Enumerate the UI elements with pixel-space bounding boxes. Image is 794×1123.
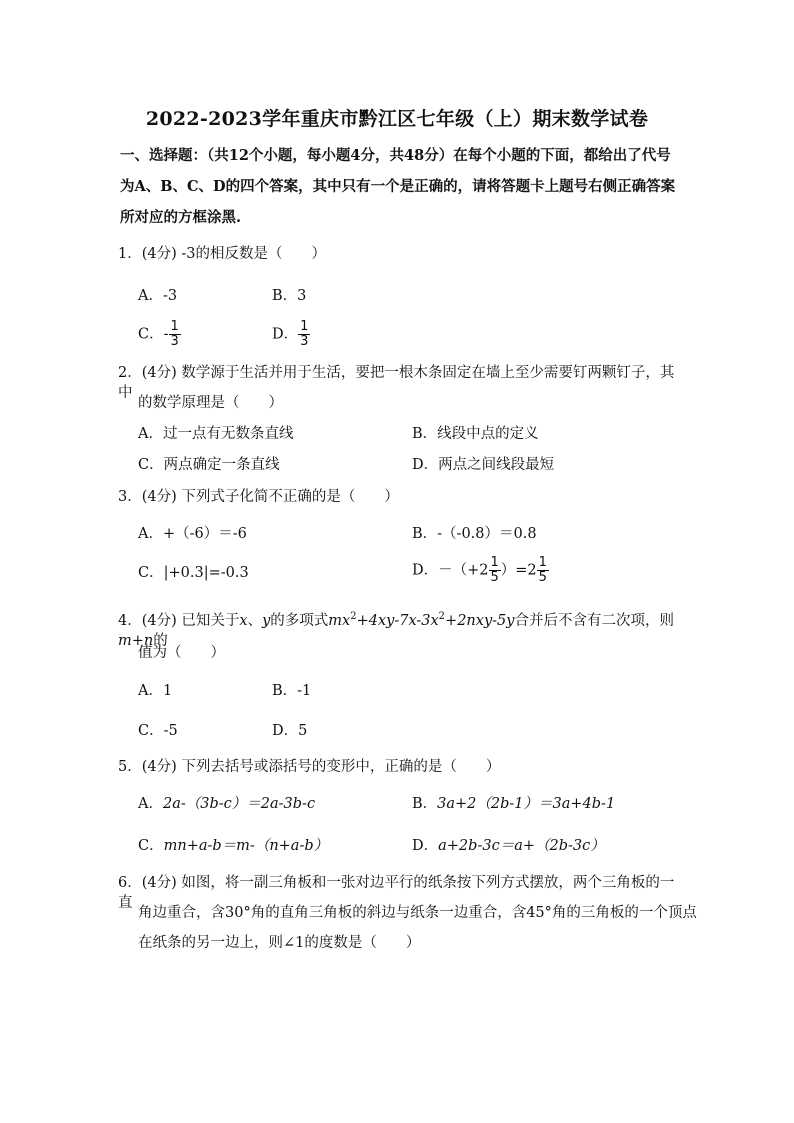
q4-stem-part4: 的 <box>153 632 168 649</box>
q4-separator: 、 <box>247 612 263 629</box>
q1-option-b: B．3 <box>272 288 307 304</box>
q4-var-y: y <box>262 612 271 629</box>
q5-option-d-expression: a+2b-3c＝a+（2b-3c） <box>438 838 605 854</box>
q4-poly-term2: +4xy-7x-3x <box>356 612 439 629</box>
fraction-numerator: 1 <box>300 319 309 334</box>
q4-exponent-1: 2 <box>350 611 357 622</box>
q1-option-c <box>138 320 181 349</box>
q4-poly-term1: mx <box>328 612 351 629</box>
q2-option-d: D．两点之间线段最短 <box>412 457 555 473</box>
q5-option-d <box>412 836 605 856</box>
q4-exponent-2: 2 <box>438 611 446 622</box>
fraction-denominator: 5 <box>490 570 499 585</box>
q3-option-d-fraction-1 <box>489 556 501 585</box>
question-6-stem-line2: 角边重合，含30°角的直角三角板的斜边与纸条一边重合，含45°角的三角板的一个顶点 <box>138 905 697 921</box>
question-2-stem-line2: 的数学原理是（ ） <box>138 395 283 411</box>
q3-option-d-fraction-2 <box>537 556 549 585</box>
q3-option-c: C．|+0.3|=-0.3 <box>138 565 249 581</box>
q5-option-a-expression: 2a-（3b-c）＝2a-3b-c <box>162 796 316 812</box>
q1-option-a: A．-3 <box>138 288 178 304</box>
q5-option-d-prefix: D． <box>412 838 439 854</box>
q4-option-c: C．-5 <box>138 723 178 739</box>
q5-option-b-expression: 3a+2（2b-1）＝3a+4b-1 <box>437 796 616 812</box>
q4-poly-term3: +2nxy-5y <box>445 612 515 629</box>
question-5-stem: 5．(4分) 下列去括号或添括号的变形中，正确的是（ ） <box>118 759 501 775</box>
q3-option-d-prefix: D．－（+2 <box>412 562 489 579</box>
question-1-stem: 1．(4分) -3的相反数是（ ） <box>118 246 326 262</box>
q3-option-a: A．+（-6）＝-6 <box>138 526 247 542</box>
question-6-stem-line1: 6．(4分) 如图，将一副三角板和一张对边平行的纸条按下列方式摆放，两个三角板的一直 <box>118 875 675 911</box>
q3-option-d-mid: ）=2 <box>500 562 537 579</box>
q4-stem-part3: 合并后不含有二次项，则 <box>514 612 674 629</box>
q2-option-b: B．线段中点的定义 <box>412 426 539 442</box>
question-4-stem-line2: 值为（ ） <box>138 645 225 661</box>
question-3-stem: 3．(4分) 下列式子化简不正确的是（ ） <box>118 489 399 505</box>
q1-option-d <box>272 320 310 349</box>
fraction-denominator: 3 <box>300 334 309 349</box>
q3-option-d <box>412 556 549 585</box>
page-title: 2022-2023学年重庆市黔江区七年级（上）期末数学试卷 <box>145 108 649 130</box>
fraction-numerator: 1 <box>170 319 179 334</box>
q4-stem-part2: 的多项式 <box>270 612 329 629</box>
fraction-numerator: 1 <box>490 555 499 570</box>
fraction-numerator: 1 <box>538 555 547 570</box>
fraction-denominator: 3 <box>170 334 179 349</box>
fraction-denominator: 5 <box>538 570 547 585</box>
q1-option-c-prefix: C．- <box>138 326 169 343</box>
q1-option-d-fraction <box>298 320 310 349</box>
q4-option-b: B．-1 <box>272 683 312 699</box>
q3-option-b: B．-（-0.8）＝0.8 <box>412 526 537 542</box>
question-2-stem-line1: 2．(4分) 数学源于生活并用于生活，要把一根木条固定在墙上至少需要钉两颗钉子，其中 <box>118 365 675 401</box>
q5-option-a-prefix: A． <box>138 796 163 812</box>
q2-option-a: A．过一点有无数条直线 <box>138 426 294 442</box>
q5-option-b <box>412 794 615 814</box>
q1-option-c-fraction <box>169 320 181 349</box>
q2-option-c: C．两点确定一条直线 <box>138 457 280 473</box>
question-6-stem-line3: 在纸条的另一边上，则∠1的度数是（ ） <box>138 935 421 951</box>
q5-option-c <box>138 836 328 856</box>
q4-var-x: x <box>239 612 248 629</box>
q4-option-d: D．5 <box>272 723 308 739</box>
q4-option-a: A．1 <box>138 683 173 699</box>
q4-stem-part1: 4．(4分) 已知关于 <box>118 612 240 629</box>
q5-option-a <box>138 794 315 814</box>
q5-option-c-expression: mn+a-b＝m-（n+a-b） <box>163 838 329 854</box>
section-instructions: 一、选择题：（共12个小题，每小题4分，共48分）在每个小题的下面，都给出了代号为A、B、C、D的四个答案，其中只有一个是正确的，请将答题卡上题号右侧正确答案所对应的方框涂黑. <box>120 147 676 226</box>
q1-option-d-prefix: D． <box>272 326 299 343</box>
q5-option-b-prefix: B． <box>412 796 438 812</box>
q5-option-c-prefix: C． <box>138 838 164 854</box>
q4-m-plus-n: m+n <box>118 632 154 649</box>
